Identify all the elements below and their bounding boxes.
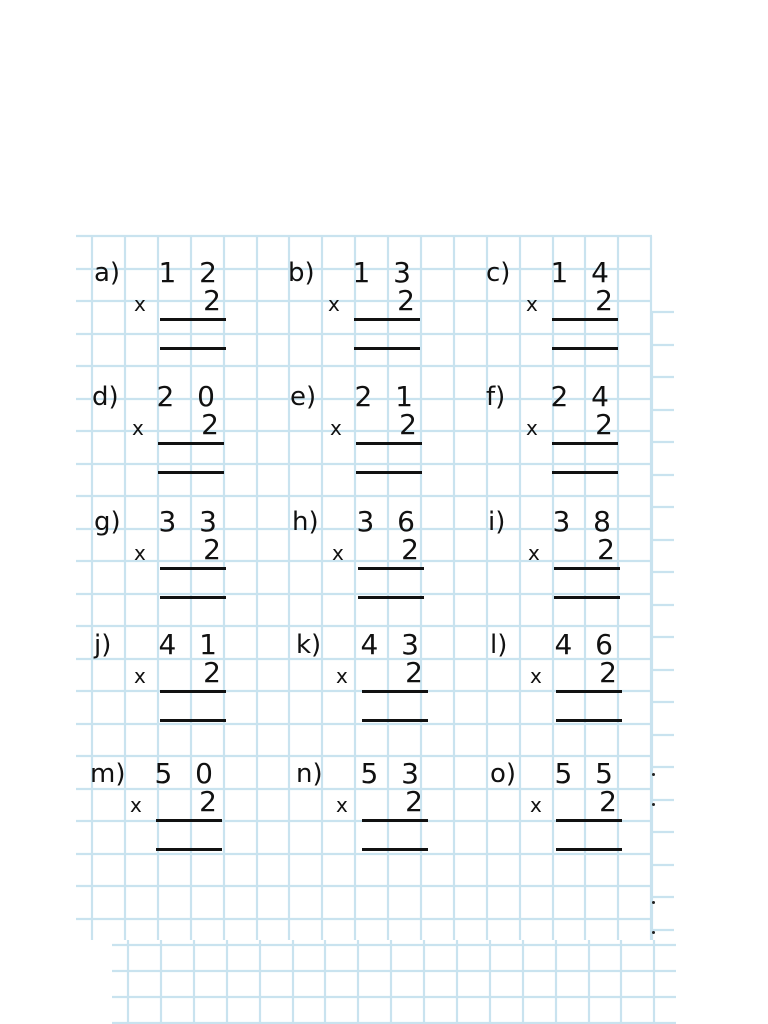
- answer-line: [358, 596, 424, 599]
- problem-label: g): [94, 507, 121, 537]
- answer-line: [160, 596, 226, 599]
- product-line: [358, 567, 424, 570]
- stray-dot: [652, 773, 655, 776]
- product-line: [362, 690, 428, 693]
- answer-line: [362, 848, 428, 851]
- multiply-sign: x: [526, 416, 538, 440]
- multiply-sign: x: [336, 664, 348, 688]
- top-number: 4 3: [360, 628, 426, 661]
- top-number: 3 3: [158, 505, 224, 538]
- answer-line: [356, 471, 422, 474]
- top-number: 3 6: [356, 505, 422, 538]
- top-number: 4 6: [554, 628, 620, 661]
- multiply-sign: x: [332, 541, 344, 565]
- problem-label: e): [290, 382, 317, 412]
- problem-label: a): [94, 258, 121, 288]
- multiply-sign: x: [134, 292, 146, 316]
- answer-line: [556, 719, 622, 722]
- product-line: [354, 318, 420, 321]
- problem-label: d): [92, 382, 119, 412]
- top-number: 5 5: [554, 757, 620, 790]
- multiply-sign: x: [134, 664, 146, 688]
- answer-line: [156, 848, 222, 851]
- problem-d: [92, 382, 272, 492]
- multiplier: 2: [599, 785, 617, 818]
- product-line: [160, 318, 226, 321]
- product-line: [356, 442, 422, 445]
- multiply-sign: x: [526, 292, 538, 316]
- problem-c: [486, 258, 666, 368]
- multiplier: 2: [201, 408, 219, 441]
- problem-label: o): [490, 759, 517, 789]
- problem-n: [296, 759, 476, 869]
- problem-label: l): [490, 630, 508, 660]
- problem-label: c): [486, 258, 511, 288]
- answer-line: [158, 471, 224, 474]
- product-line: [556, 819, 622, 822]
- problem-g: [94, 507, 274, 617]
- problem-l: [490, 630, 670, 740]
- multiply-sign: x: [132, 416, 144, 440]
- answer-line: [160, 347, 226, 350]
- product-line: [554, 567, 620, 570]
- multiply-sign: x: [530, 664, 542, 688]
- answer-line: [354, 347, 420, 350]
- answer-line: [554, 596, 620, 599]
- answer-line: [552, 471, 618, 474]
- stray-dot: [652, 931, 655, 934]
- multiply-sign: x: [328, 292, 340, 316]
- multiply-sign: x: [330, 416, 342, 440]
- problem-label: k): [296, 630, 322, 660]
- problem-label: h): [292, 507, 319, 537]
- answer-line: [552, 347, 618, 350]
- multiplier: 2: [203, 656, 221, 689]
- stray-dot: [652, 901, 655, 904]
- problem-label: b): [288, 258, 315, 288]
- problem-k: [296, 630, 476, 740]
- problem-e: [290, 382, 470, 492]
- problem-i: [488, 507, 668, 617]
- problem-o: [490, 759, 670, 869]
- top-number: 3 8: [552, 505, 618, 538]
- multiplier: 2: [595, 408, 613, 441]
- product-line: [156, 819, 222, 822]
- top-number: 4 1: [158, 628, 224, 661]
- problem-b: [288, 258, 468, 368]
- problem-m: [90, 759, 270, 869]
- top-number: 5 0: [154, 757, 220, 790]
- problem-j: [94, 630, 274, 740]
- multiplier: 2: [597, 533, 615, 566]
- top-number: 2 4: [550, 380, 616, 413]
- multiply-sign: x: [528, 541, 540, 565]
- multiplier: 2: [405, 785, 423, 818]
- multiply-sign: x: [134, 541, 146, 565]
- multiplier: 2: [203, 533, 221, 566]
- product-line: [362, 819, 428, 822]
- problem-label: f): [486, 382, 506, 412]
- problem-f: [486, 382, 666, 492]
- answer-line: [362, 719, 428, 722]
- multiplier: 2: [397, 284, 415, 317]
- multiply-sign: x: [530, 793, 542, 817]
- multiplier: 2: [405, 656, 423, 689]
- problem-label: n): [296, 759, 323, 789]
- top-number: 1 2: [158, 256, 224, 289]
- problem-label: j): [94, 630, 112, 660]
- product-line: [158, 442, 224, 445]
- multiplier: 2: [599, 656, 617, 689]
- multiply-sign: x: [130, 793, 142, 817]
- multiplier: 2: [203, 284, 221, 317]
- multiplier: 2: [595, 284, 613, 317]
- problem-label: m): [90, 759, 126, 789]
- answer-line: [556, 848, 622, 851]
- top-number: 1 3: [352, 256, 418, 289]
- stray-dot: [652, 803, 655, 806]
- product-line: [160, 690, 226, 693]
- multiplier: 2: [399, 408, 417, 441]
- product-line: [556, 690, 622, 693]
- multiply-sign: x: [336, 793, 348, 817]
- answer-line: [160, 719, 226, 722]
- multiplier: 2: [199, 785, 217, 818]
- product-line: [160, 567, 226, 570]
- problem-label: i): [488, 507, 506, 537]
- top-number: 2 1: [354, 380, 420, 413]
- top-number: 2 0: [156, 380, 222, 413]
- problem-h: [292, 507, 472, 617]
- product-line: [552, 318, 618, 321]
- problem-a: [94, 258, 274, 368]
- multiplier: 2: [401, 533, 419, 566]
- top-number: 1 4: [550, 256, 616, 289]
- product-line: [552, 442, 618, 445]
- top-number: 5 3: [360, 757, 426, 790]
